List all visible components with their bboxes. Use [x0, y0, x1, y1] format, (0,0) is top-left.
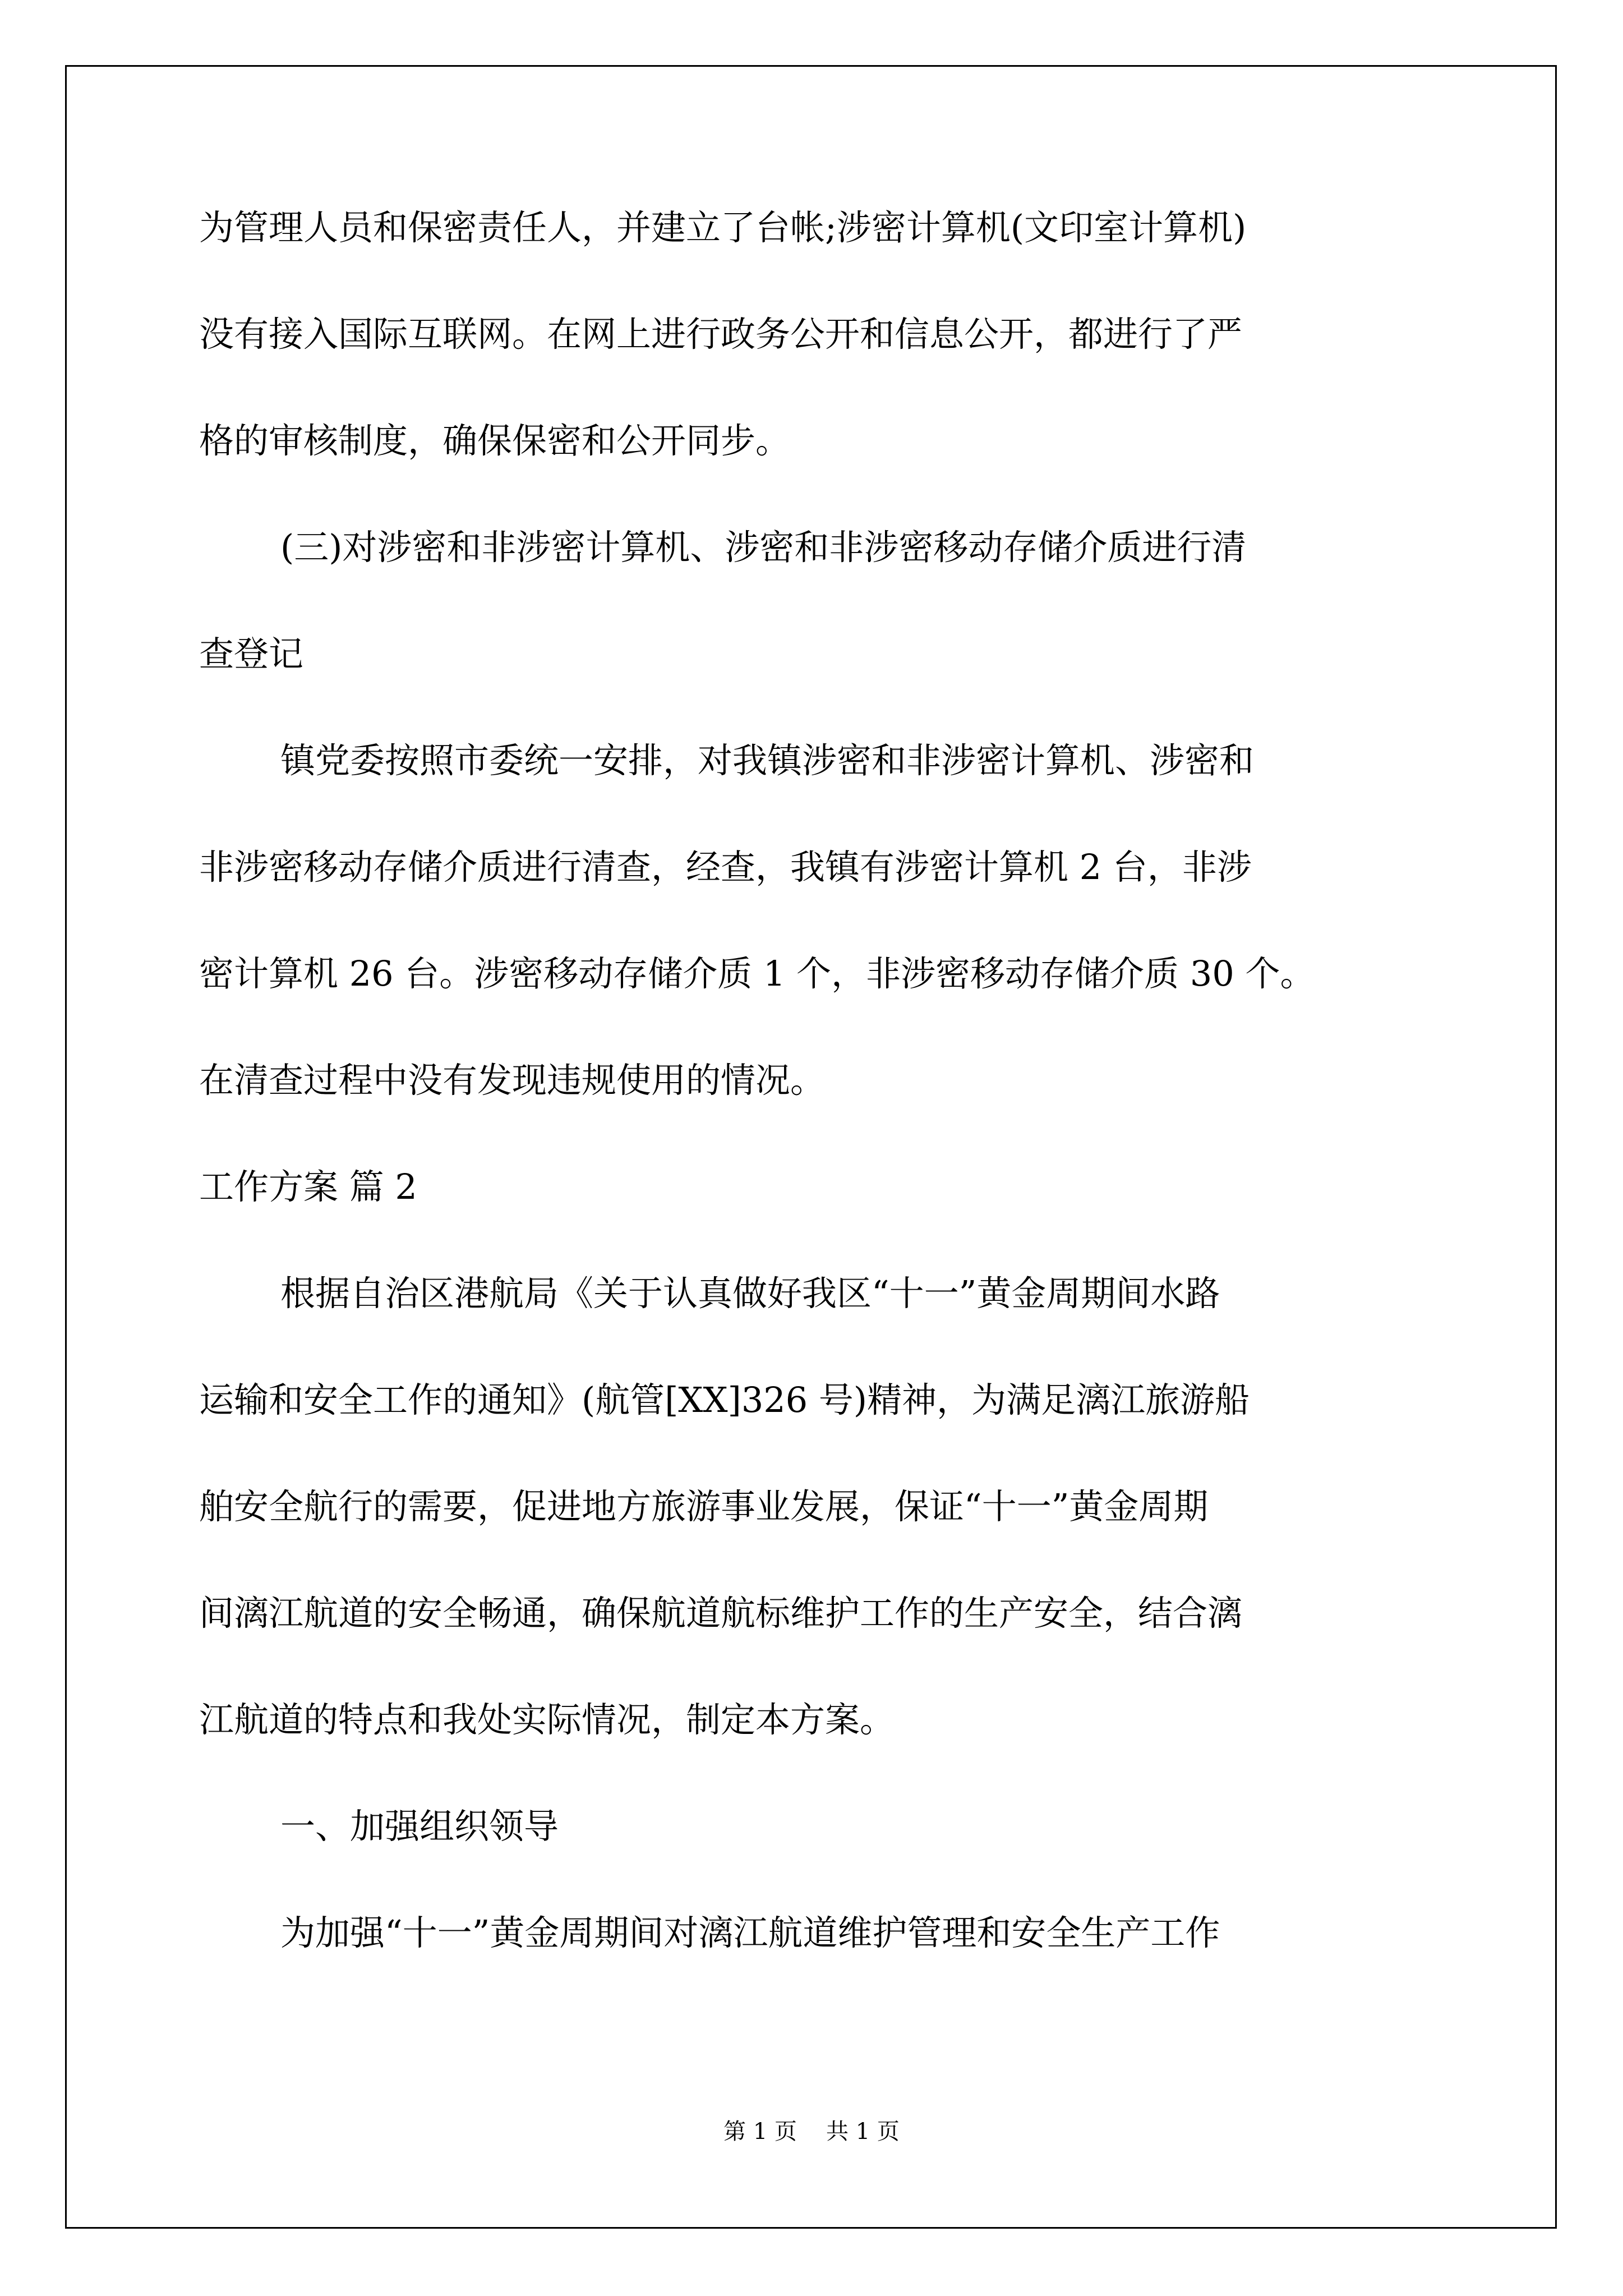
- text-line: 镇党委按照市委统一安排，对我镇涉密和非涉密计算机、涉密和: [280, 740, 1255, 781]
- text-line: 格的审核制度，确保保密和公开同步。: [199, 420, 791, 461]
- page-total: 共 1 页: [826, 2119, 900, 2145]
- text-line: 运输和安全工作的通知》(航管[XX]326 号)精神，为满足漓江旅游船: [199, 1379, 1250, 1420]
- text-line: 密计算机 26 台。涉密移动存储介质 1 个，非涉密移动存储介质 30 个。: [199, 953, 1315, 994]
- section-heading: 一、加强组织领导: [280, 1806, 559, 1847]
- page-footer: [0, 2120, 1623, 2143]
- text-line: 间漓江航道的安全畅通，确保航道航标维护工作的生产安全，结合漓: [199, 1593, 1243, 1634]
- text-line: 没有接入国际互联网。在网上进行政务公开和信息公开，都进行了严: [199, 314, 1243, 355]
- text-line: 非涉密移动存储介质进行清查，经查，我镇有涉密计算机 2 台，非涉: [199, 846, 1252, 887]
- text-line: 为加强“十一”黄金周期间对漓江航道维护管理和安全生产工作: [280, 1912, 1220, 1953]
- text-line: 根据自治区港航局《关于认真做好我区“十一”黄金周期间水路: [280, 1273, 1220, 1314]
- page-border: [65, 65, 1557, 2229]
- text-line: 舶安全航行的需要，促进地方旅游事业发展，保证“十一”黄金周期: [199, 1486, 1209, 1527]
- page-number: 第 1 页: [723, 2119, 797, 2145]
- section-heading-continued: 查登记: [199, 633, 304, 674]
- text-line: 为管理人员和保密责任人，并建立了台帐;涉密计算机(文印室计算机): [199, 207, 1247, 248]
- section-heading: (三)对涉密和非涉密计算机、涉密和非涉密移动存储介质进行清: [280, 527, 1247, 568]
- text-line: 在清查过程中没有发现违规使用的情况。: [199, 1060, 826, 1101]
- text-line: 江航道的特点和我处实际情况，制定本方案。: [199, 1699, 895, 1740]
- article-title: 工作方案 篇 2: [199, 1166, 417, 1207]
